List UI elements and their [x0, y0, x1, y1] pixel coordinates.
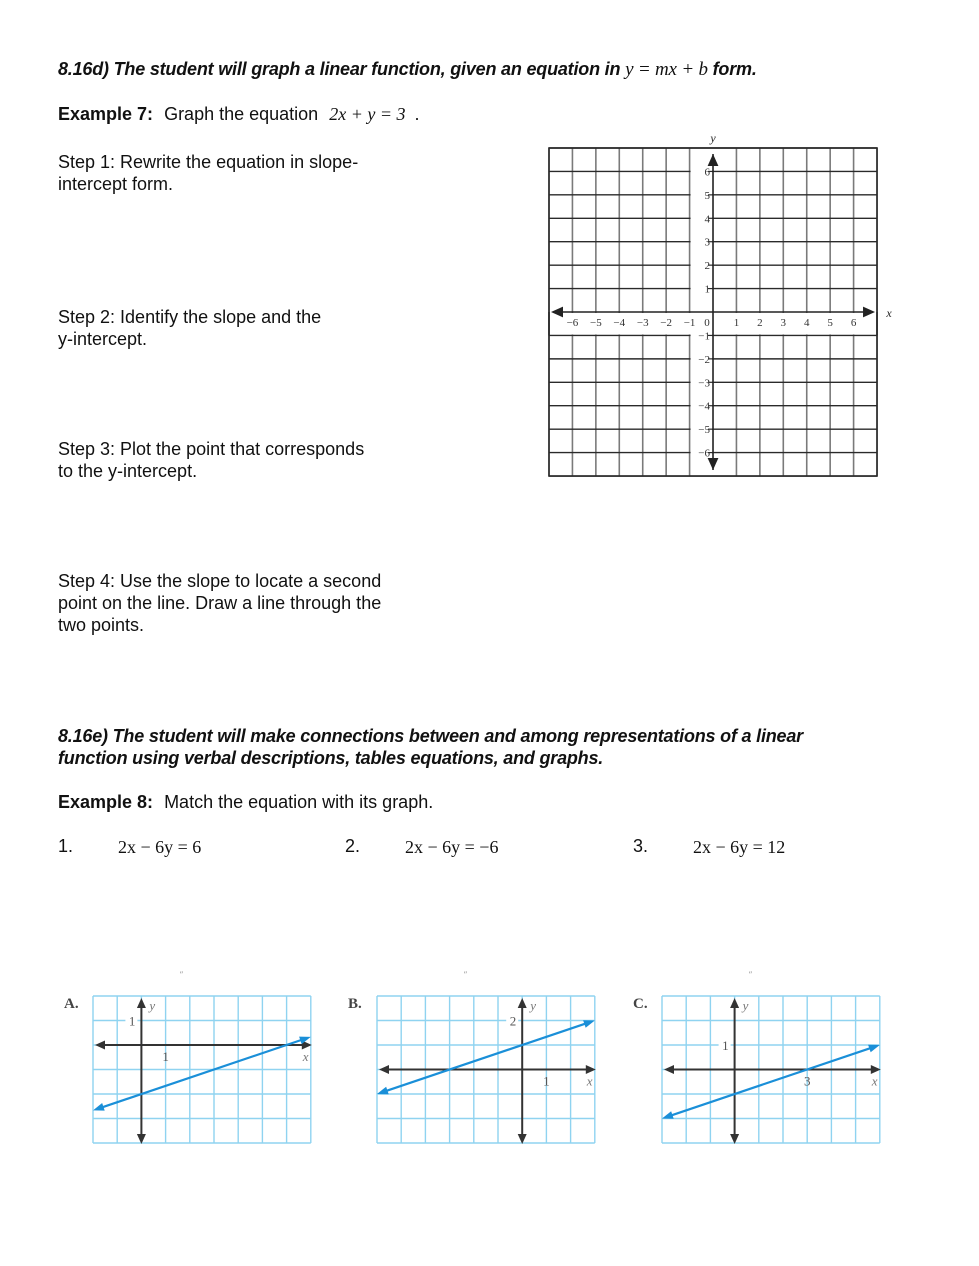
y-axis-title: y	[149, 998, 156, 1013]
y-tick-label: 5	[704, 189, 711, 202]
step-line: intercept form.	[58, 174, 174, 194]
x-tick-label: 1	[543, 1073, 550, 1089]
y-axis-title: y	[742, 998, 749, 1013]
x-tick-label: 1	[733, 317, 740, 330]
example-7-equation: 2x + y = 3	[329, 104, 406, 124]
x-axis-title: x	[586, 1073, 593, 1089]
x-tick-label: −6	[566, 317, 579, 330]
graph-label: B.	[348, 996, 362, 1012]
y-tick-label: −1	[698, 330, 711, 343]
step-3	[58, 438, 364, 482]
objective-8-16d	[58, 59, 757, 81]
x-tick-label: −3	[636, 317, 649, 330]
y-tick-label: 1	[128, 1013, 136, 1029]
y-axis-arrow-up	[137, 998, 146, 1008]
example-7	[58, 103, 420, 125]
x-tick-label: −4	[613, 317, 626, 330]
y-tick-label: −6	[698, 447, 711, 460]
step-2	[58, 306, 321, 350]
stray-mark: ʺ	[463, 970, 467, 979]
x-tick-label: 1	[162, 1049, 169, 1064]
example-8	[58, 791, 433, 813]
x-axis-title: x	[886, 306, 892, 321]
equation-number: 3.	[633, 836, 649, 856]
graph-label: A.	[64, 996, 79, 1012]
step-line: Step 1: Rewrite the equation in slope-	[58, 152, 359, 172]
example-7-label: Example 7:	[58, 104, 154, 124]
y-tick-label: 4	[704, 213, 711, 226]
x-tick-label: −1	[683, 317, 696, 330]
x-axis-arrow-left	[379, 1065, 389, 1074]
step-line: Step 4: Use the slope to locate a second	[58, 571, 382, 591]
step-4	[58, 570, 381, 636]
equation-number: 2.	[345, 836, 361, 856]
y-tick-label: 2	[704, 260, 711, 273]
y-tick-label: −4	[698, 400, 711, 413]
y-tick-label: 1	[704, 283, 711, 296]
y-axis-title: y	[710, 131, 716, 145]
x-axis-arrow-left	[664, 1065, 674, 1074]
x-tick-label: −2	[660, 317, 673, 330]
objective-math: y = mx + b	[625, 59, 708, 80]
y-axis-arrow-up	[518, 998, 527, 1008]
graph-line	[666, 1046, 876, 1117]
y-tick-label: 3	[704, 236, 711, 249]
y-axis-title: y	[530, 998, 536, 1013]
equation-item-1	[58, 835, 202, 857]
equation-text: 2x − 6y = 12	[693, 837, 786, 857]
step-line: y-intercept.	[58, 329, 148, 349]
graph-line	[97, 1038, 307, 1109]
y-axis-arrow-up	[730, 998, 739, 1008]
y-tick-label: 6	[704, 166, 711, 179]
x-tick-label: 5	[827, 317, 833, 330]
y-tick-label: 1	[722, 1038, 729, 1053]
step-line: two points.	[58, 615, 145, 635]
example-7-text: Graph the equation	[164, 104, 319, 124]
objective-text: 8.16d) The student will graph a linear function, given an equation in	[58, 59, 626, 79]
objective-line: 8.16e) The student will make connections between and among representations of a linear	[58, 726, 803, 746]
objective-suffix: form.	[707, 59, 757, 79]
objective-line: function using verbal descriptions, tables equations, and graphs.	[58, 748, 604, 768]
example-7-period: .	[414, 104, 420, 124]
graph-option-b[interactable]	[344, 968, 604, 1153]
y-tick-label: −3	[698, 377, 711, 390]
x-axis-title: x	[302, 1049, 309, 1064]
x-tick-label: 0	[704, 317, 710, 330]
graph-label: C.	[633, 996, 648, 1012]
step-line: Step 2: Identify the slope and the	[58, 307, 322, 327]
step-line: point on the line. Draw a line through the	[58, 593, 382, 613]
graph-line	[381, 1022, 591, 1093]
example-8-text: Match the equation with its graph.	[164, 792, 434, 812]
y-tick-label: −5	[698, 424, 711, 437]
graph-option-a[interactable]	[60, 968, 320, 1153]
x-tick-label: 3	[803, 1073, 811, 1089]
x-axis-arrow-left	[95, 1041, 105, 1050]
y-tick-label: −2	[698, 353, 711, 366]
y-tick-label: 2	[509, 1013, 517, 1029]
step-line: Step 3: Plot the point that corresponds	[58, 439, 365, 459]
step-line: to the y-intercept.	[58, 461, 198, 481]
x-tick-label: −5	[590, 317, 602, 330]
x-tick-label: 6	[850, 317, 857, 330]
stray-mark: ʺ	[748, 970, 752, 979]
objective-8-16e	[58, 725, 803, 769]
equation-text: 2x − 6y = −6	[405, 837, 499, 857]
x-tick-label: 4	[803, 317, 810, 330]
x-tick-label: 2	[757, 317, 763, 330]
stray-mark: ʺ	[179, 970, 183, 979]
x-tick-label: 3	[780, 317, 787, 330]
equation-text: 2x − 6y = 6	[118, 837, 202, 857]
coordinate-grid[interactable]	[540, 128, 900, 488]
graph-option-c[interactable]	[629, 968, 889, 1153]
example-8-label: Example 8:	[58, 792, 154, 812]
step-1	[58, 151, 358, 195]
equation-item-2	[345, 835, 499, 857]
x-axis-title: x	[871, 1073, 878, 1089]
equation-number: 1.	[58, 836, 74, 856]
equation-item-3	[633, 835, 786, 857]
